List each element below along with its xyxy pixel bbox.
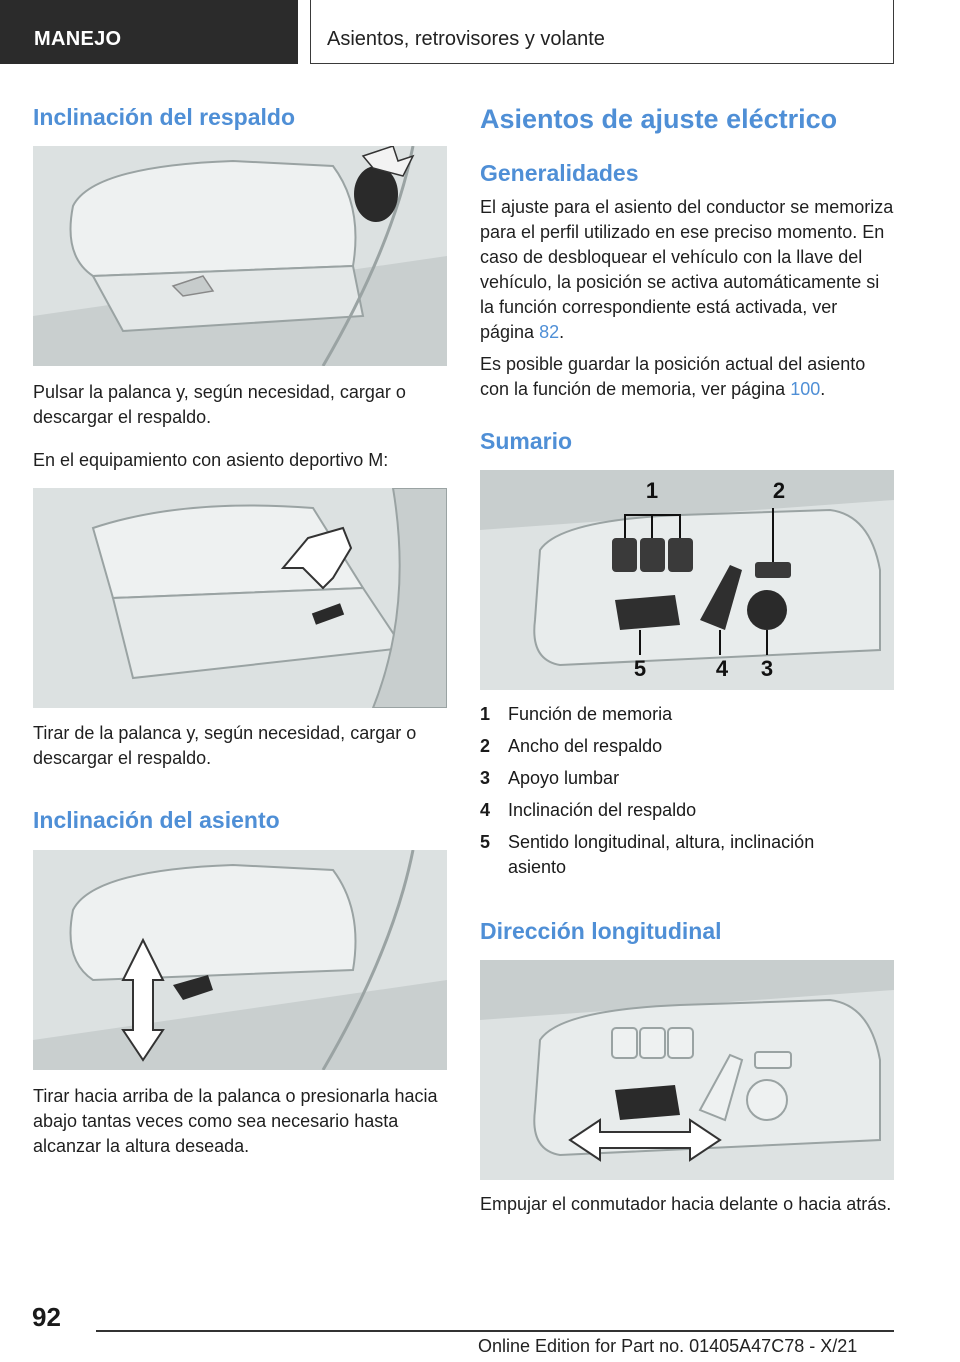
page-link-100[interactable]: 100 bbox=[790, 379, 821, 399]
heading-backrest-tilt: Inclinación del respaldo bbox=[33, 104, 296, 130]
legend-item: 5 Sentido longitudinal, altura, inclinación asiento bbox=[480, 832, 815, 877]
figure-backrest-lever bbox=[33, 146, 447, 366]
fig-label-3: 3 bbox=[760, 656, 774, 681]
heading-electric-seats: Asientos de ajuste eléctrico bbox=[480, 104, 838, 134]
section-tab bbox=[0, 0, 298, 64]
para-longitudinal: Empujar el conmutador hacia delante o hacia atrás. bbox=[480, 1194, 892, 1214]
page-number: 92 bbox=[32, 1302, 61, 1332]
para-sport-seat: En el equipamiento con asiento deportivo M: bbox=[33, 450, 389, 470]
para-backrest-1: Pulsar la palanca y, según necesidad, cargar o descargar el respaldo. bbox=[33, 382, 406, 427]
fig-label-5: 5 bbox=[633, 656, 647, 681]
section-title: MANEJO bbox=[34, 28, 122, 50]
para-backrest-2: Tirar de la palanca y, según necesidad, cargar o descargar el respaldo. bbox=[33, 723, 417, 768]
figure-seat-height-lever bbox=[33, 850, 447, 1070]
figure-seat-controls bbox=[480, 470, 894, 690]
heading-summary: Sumario bbox=[480, 428, 573, 454]
page-link-82[interactable]: 82 bbox=[539, 322, 560, 342]
figure-sport-seat-lever bbox=[33, 488, 447, 708]
figure-longitudinal-switch bbox=[480, 960, 894, 1180]
chapter-title: Asientos, retrovisores y volante bbox=[327, 28, 605, 50]
fig-label-2: 2 bbox=[772, 478, 786, 503]
legend-item: 2 Ancho del respaldo bbox=[480, 736, 663, 756]
heading-general: Generalidades bbox=[480, 160, 639, 186]
legend-item: 3 Apoyo lumbar bbox=[480, 768, 620, 788]
heading-longitudinal: Dirección longitudinal bbox=[480, 918, 722, 944]
fig-label-1: 1 bbox=[645, 478, 659, 503]
legend-item: 4 Inclinación del respaldo bbox=[480, 800, 697, 820]
footer-edition: Online Edition for Part no. 01405A47C78 - X/21 bbox=[478, 1336, 858, 1356]
para-general-2: Es posible guardar la posición actual del asiento con la función de memoria, ver página 100. bbox=[480, 354, 866, 399]
para-seat-height: Tirar hacia arriba de la palanca o presionarla hacia abajo tantas veces como sea necesario hasta alcanzar la altura deseada. bbox=[33, 1086, 438, 1156]
legend-item: 1 Función de memoria bbox=[480, 704, 673, 724]
footer-divider bbox=[96, 1330, 894, 1332]
fig-label-4: 4 bbox=[715, 656, 729, 681]
heading-seat-tilt: Inclinación del asiento bbox=[33, 807, 280, 833]
para-general-1: El ajuste para el asiento del conductor se memoriza para el perfil utilizado en ese preciso momento. En caso de desbloquear el vehículo con la llave del vehículo, la posición se activa automáticamente si la función correspondiente está activada, ver página 82. bbox=[480, 197, 894, 342]
chapter-tab bbox=[310, 0, 894, 64]
